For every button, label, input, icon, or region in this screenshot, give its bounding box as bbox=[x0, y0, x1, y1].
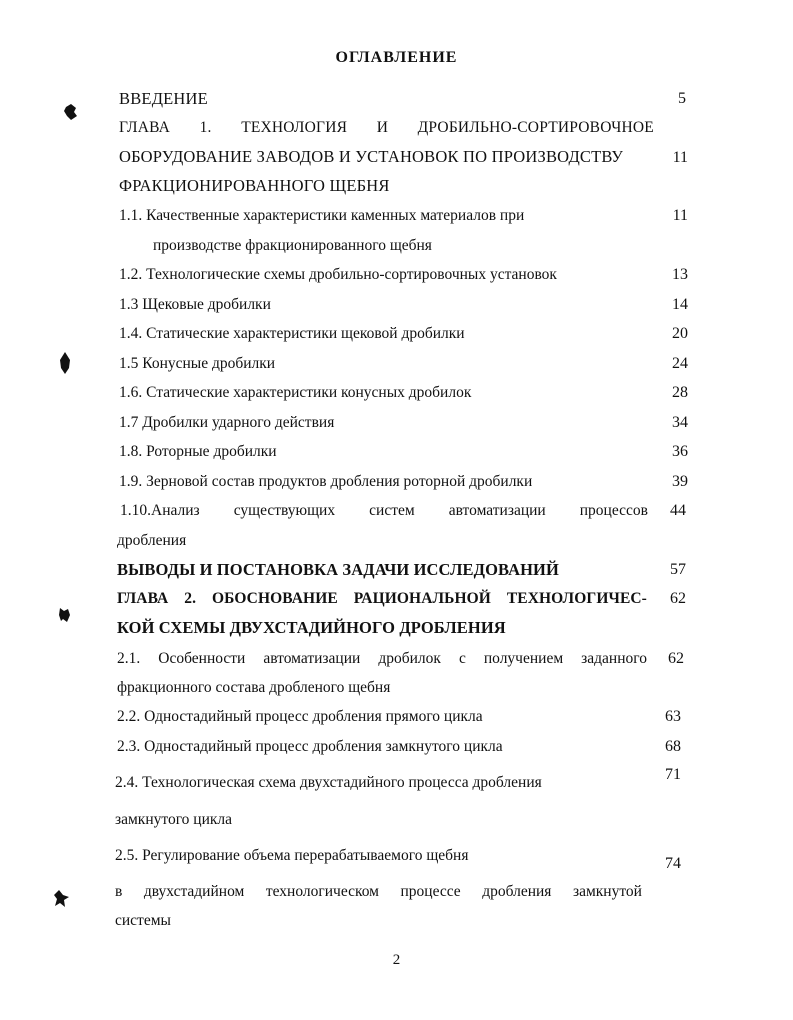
word: с bbox=[458, 650, 466, 667]
scan-mark-icon bbox=[64, 104, 78, 120]
toc-ch2-page: 62 bbox=[670, 590, 686, 607]
toc-s2-5-line3: системы bbox=[115, 912, 171, 929]
toc-ch1-page: 11 bbox=[672, 149, 688, 166]
toc-ch2-line2: КОЙ СХЕМЫ ДВУХСТАДИЙНОГО ДРОБЛЕНИЯ bbox=[117, 618, 506, 637]
toc-s1-5-label: 1.5 Конусные дробилки bbox=[119, 355, 276, 372]
word: автоматизации bbox=[263, 650, 361, 667]
word: заданного bbox=[581, 650, 647, 667]
toc-s1-3-page: 14 bbox=[672, 296, 688, 313]
toc-s2-5-page: 74 bbox=[665, 855, 681, 872]
toc-s1-10-line1 bbox=[120, 503, 648, 519]
toc-s1-6-label: 1.6. Статические характеристики конусных дробилок bbox=[119, 384, 472, 401]
toc-s1-9-page: 39 bbox=[672, 473, 688, 490]
toc-s1-8-page: 36 bbox=[672, 443, 688, 460]
word: ГЛАВА bbox=[119, 119, 171, 136]
word: ТЕХНОЛОГИЧЕС- bbox=[506, 590, 647, 607]
toc-s1-4-label: 1.4. Статические характеристики щековой дробилки bbox=[119, 325, 465, 342]
toc-intro-label: ВВЕДЕНИЕ bbox=[119, 89, 208, 108]
word: систем bbox=[369, 502, 415, 519]
word: дробления bbox=[482, 883, 552, 900]
word: автоматизации bbox=[448, 502, 546, 519]
toc-s1-2-label: 1.2. Технологические схемы дробильно-сортировочных установок bbox=[119, 266, 557, 283]
word: дробилок bbox=[378, 650, 441, 667]
scan-mark-icon bbox=[59, 352, 71, 374]
word: ТЕХНОЛОГИЯ bbox=[241, 119, 348, 136]
toc-conclusions-page: 57 bbox=[670, 561, 686, 578]
toc-s1-5-page: 24 bbox=[672, 355, 688, 372]
page-number: 2 bbox=[392, 952, 401, 968]
word: технологическом bbox=[265, 883, 379, 900]
toc-intro-page: 5 bbox=[678, 90, 686, 107]
toc-ch2-line1 bbox=[117, 591, 647, 607]
toc-s1-8-label: 1.8. Роторные дробилки bbox=[119, 443, 277, 460]
toc-s2-4-line1: 2.4. Технологическая схема двухстадийного процесса дробления bbox=[115, 774, 542, 791]
page-title: ОГЛАВЛЕНИЕ bbox=[335, 49, 458, 66]
word: процессов bbox=[579, 502, 648, 519]
toc-s2-3-label: 2.3. Одностадийный процесс дробления замкнутого цикла bbox=[117, 738, 503, 755]
toc-s1-7-label: 1.7 Дробилки ударного действия bbox=[119, 414, 335, 431]
toc-s1-7-page: 34 bbox=[672, 414, 688, 431]
toc-s2-2-page: 63 bbox=[665, 708, 681, 725]
word: 2.1. bbox=[117, 650, 141, 667]
toc-conclusions-label: ВЫВОДЫ И ПОСТАНОВКА ЗАДАЧИ ИССЛЕДОВАНИЙ bbox=[117, 560, 559, 579]
toc-s2-1-line2: фракционного состава дробленого щебня bbox=[117, 679, 391, 696]
word: ДРОБИЛЬНО-СОРТИРОВОЧНОЕ bbox=[417, 119, 654, 136]
toc-s1-1-line2: производстве фракционированного щебня bbox=[153, 237, 432, 254]
toc-s1-1-page: 11 bbox=[672, 207, 688, 224]
toc-s1-10-line2: дробления bbox=[117, 532, 187, 549]
toc-s2-2-label: 2.2. Одностадийный процесс дробления прямого цикла bbox=[117, 708, 483, 725]
toc-s1-4-page: 20 bbox=[672, 325, 688, 342]
toc-ch1-line3: ФРАКЦИОНИРОВАННОГО ЩЕБНЯ bbox=[119, 176, 390, 195]
word: получением bbox=[483, 650, 564, 667]
toc-s1-9-label: 1.9. Зерновой состав продуктов дробления роторной дробилки bbox=[119, 473, 533, 490]
word: ГЛАВА bbox=[117, 590, 169, 607]
toc-s1-6-page: 28 bbox=[672, 384, 688, 401]
toc-ch1-line2: ОБОРУДОВАНИЕ ЗАВОДОВ И УСТАНОВОК ПО ПРОИЗВОДСТВУ bbox=[119, 147, 624, 166]
word: в bbox=[115, 883, 123, 900]
word: И bbox=[376, 119, 389, 136]
toc-s2-1-line1 bbox=[117, 651, 647, 667]
scan-mark-icon bbox=[59, 607, 71, 623]
toc-s1-2-page: 13 bbox=[672, 266, 688, 283]
toc-s2-5-line1: 2.5. Регулирование объема перерабатываемого щебня bbox=[115, 847, 469, 864]
toc-s1-1-line1: 1.1. Качественные характеристики каменных материалов при bbox=[119, 207, 525, 224]
toc-s2-4-page: 71 bbox=[665, 766, 681, 783]
scan-mark-icon bbox=[54, 890, 69, 908]
toc-s1-10-page: 44 bbox=[670, 502, 686, 519]
word: замкнутой bbox=[572, 883, 642, 900]
toc-ch1-line1 bbox=[119, 120, 654, 136]
toc-s2-3-page: 68 bbox=[665, 738, 681, 755]
toc-s2-1-page: 62 bbox=[668, 650, 684, 667]
toc-s2-5-line2 bbox=[115, 884, 642, 900]
word: Особенности bbox=[158, 650, 246, 667]
word: ОБОСНОВАНИЕ bbox=[211, 590, 338, 607]
word: существующих bbox=[233, 502, 336, 519]
word: 1. bbox=[199, 119, 212, 136]
word: РАЦИОНАЛЬНОЙ bbox=[353, 590, 491, 607]
toc-s1-3-label: 1.3 Щековые дробилки bbox=[119, 296, 271, 313]
word: 1.10.Анализ bbox=[120, 502, 200, 519]
word: процессе bbox=[400, 883, 461, 900]
word: двухстадийном bbox=[143, 883, 245, 900]
toc-s2-4-line2: замкнутого цикла bbox=[115, 811, 233, 828]
word: 2. bbox=[184, 590, 197, 607]
